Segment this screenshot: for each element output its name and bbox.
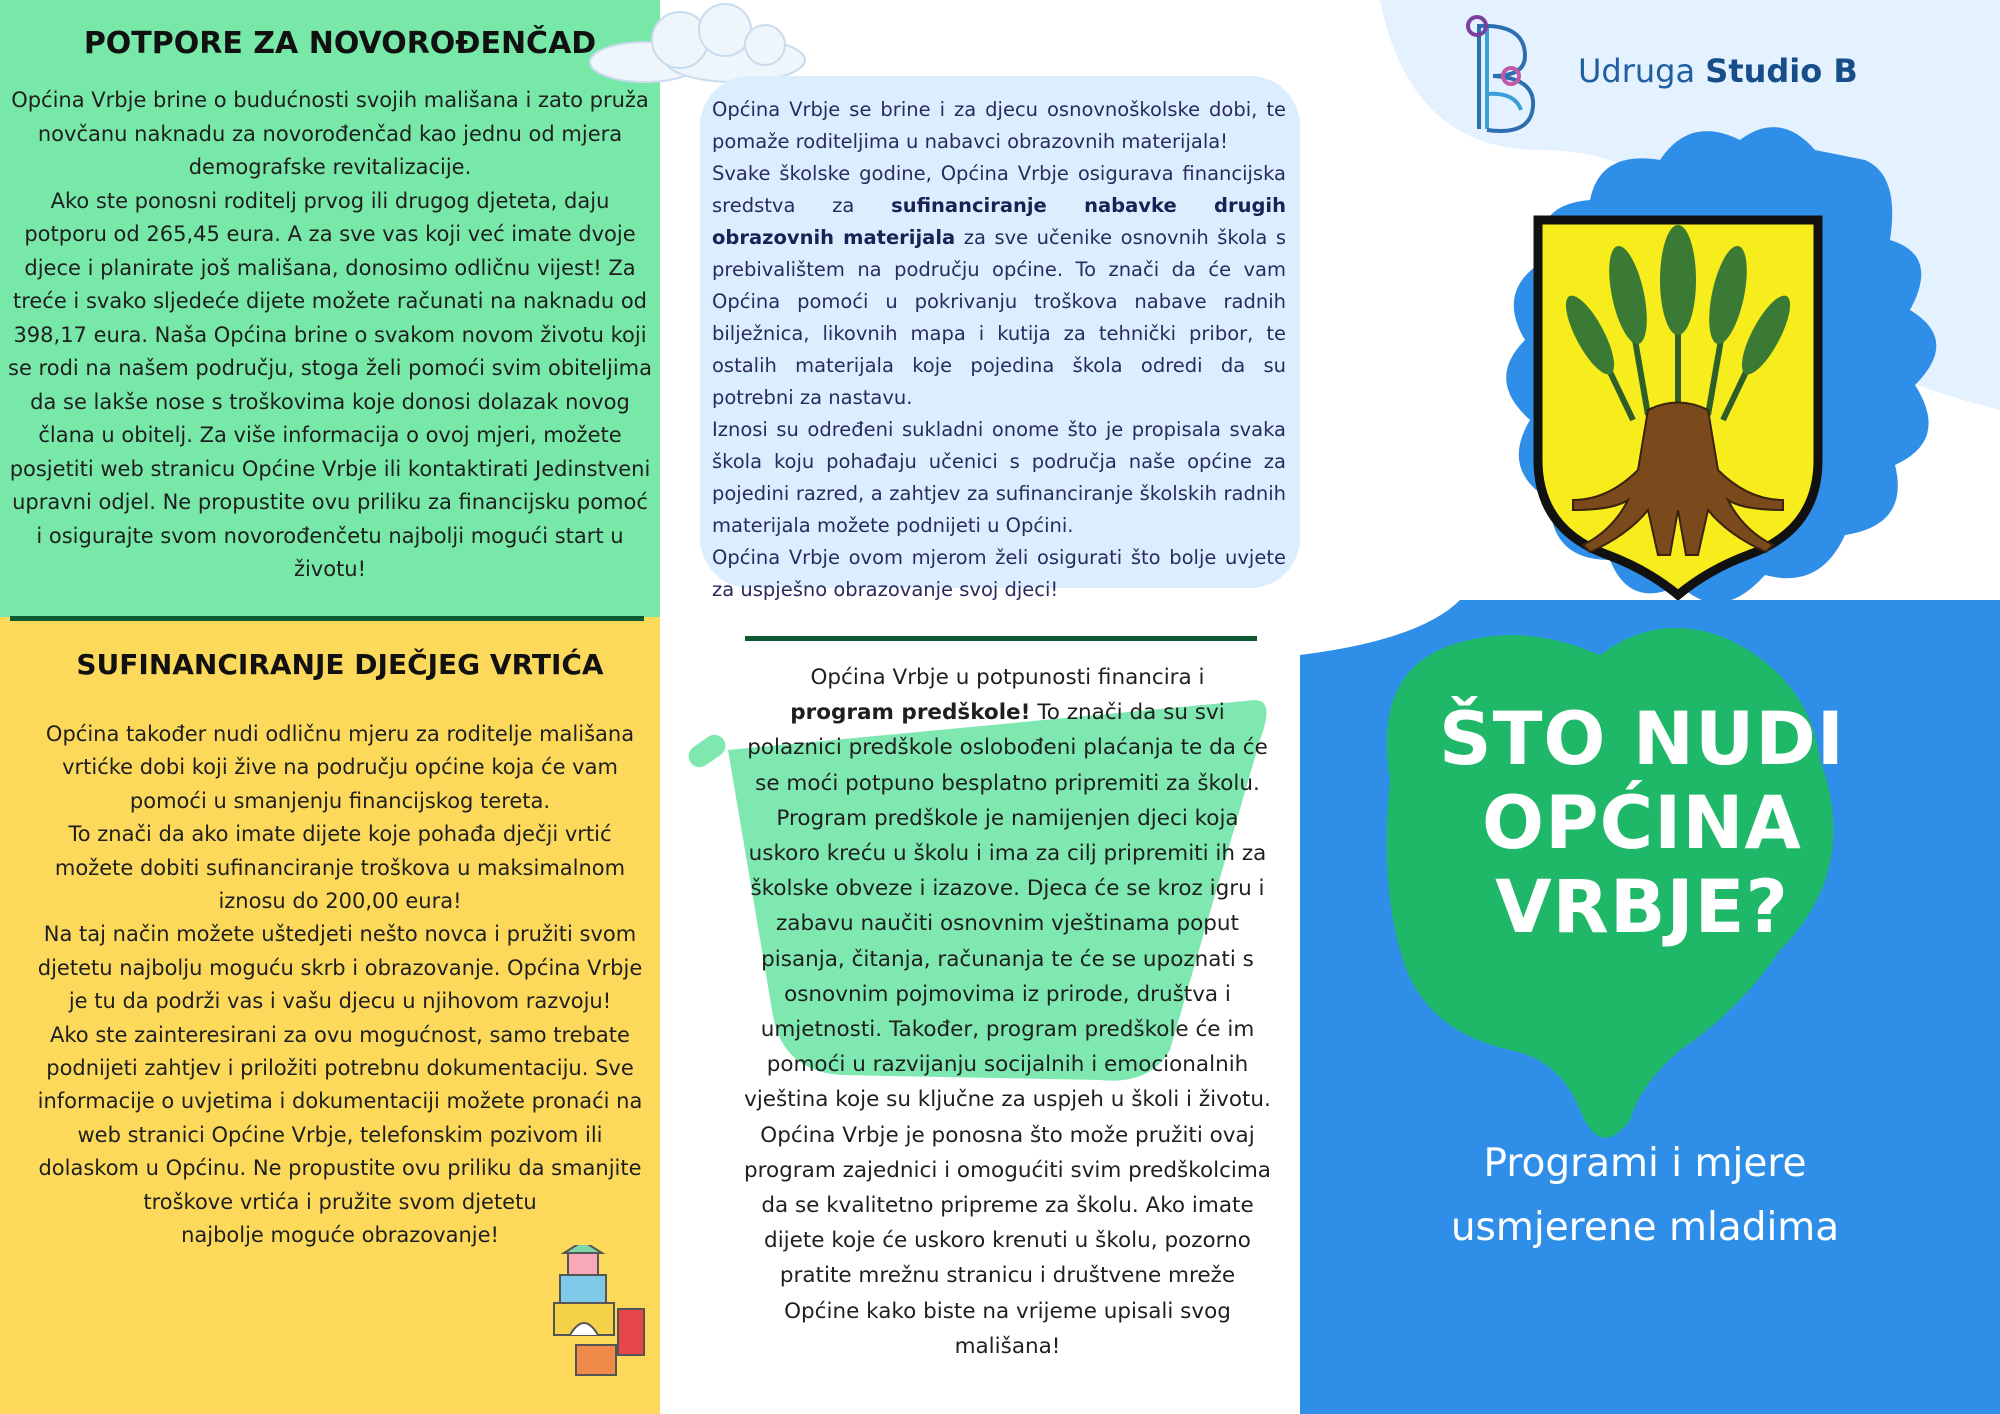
coat-of-arms-icon <box>1528 210 1828 600</box>
preschool-text: Općina Vrbje u potpunosti financira i program predškole! To znači da su svi polaznici predškole oslobođeni plaćanja te da će se moći potpuno besplatno pripremiti za školu. Program predškole je namijenjen djeci koja uskoro kreću u školu i ima za cilj pripremiti ih za školske obveze i izazove. Djeca će se kroz igru i zabavu naučiti osnovnim vještinama poput pisanja, čitanja, računanja te će se upoznati s osnovnim pojmovima iz prirode, društva i umjetnosti. Također, program predškole će im pomoći u razvijanju socijalnih i emocionalnih vještina koje su ključne za uspjeh u školi i životu. Općina Vrbje je ponosna što može pružiti ovaj program zajednici i omogućiti svim predškolcima da se kvalitetno pripreme za školu. Ako imate dijete koje će uskoro krenuti u školu, pozorno pratite mrežnu stranicu i društvene mreže Općine kako biste na vrijeme upisali svog mališana! <box>743 665 1271 1359</box>
school-materials-text <box>712 94 1286 606</box>
section-divider <box>745 636 1257 641</box>
kindergarten-title: SUFINANCIRANJE DJEČJEG VRTIĆA <box>76 648 604 681</box>
toy-blocks-icon <box>550 1245 650 1385</box>
school-paragraph-2: Svake školske godine, Općina Vrbje osigurava financijska sredstva za sufinanciranje nabavke drugih obrazovnih materijala za sve učenike osnovnih škola s prebivalištem na području općine. To znači da će vam Općina pomoći u pokrivanju troškova nabave radnih bilježnica, likovnih mapa i kutija za tehnički pribor, te ostalih materijala koje pojedina škola odredi da su potrebni za nastavu. <box>712 162 1286 409</box>
cover-title: ŠTO NUDI OPĆINA VRBJE? <box>1439 697 1845 950</box>
cover-subtitle: Programi i mjere usmjerene mladima <box>1450 1141 1840 1250</box>
newborn-title: POTPORE ZA NOVOROĐENČAD <box>83 26 597 61</box>
section-divider <box>10 616 644 621</box>
kindergarten-text: Općina također nudi odličnu mjeru za roditelje mališana vrtićke dobi koji žive na području općine koja će vam pomoći u smanjenju financijskog tereta. To znači da ako imate dijete koje pohađa dječji vrtić možete dobiti sufinanciranje troškova u maksimalnom iznosu do 200,00 eura! Na taj način možete uštedjeti nešto novca i pružiti svom djetetu najbolju moguću skrb i obrazovanje. Općina Vrbje je tu da podrži vas i vašu djecu u njihovom razvoju! Ako ste zainteresirani za ovu mogućnost, samo trebate podnijeti zahtjev i priložiti potrebnu dokumentaciju. Sve informacije o uvjetima i dokumentaciji možete pronaći na web stranici Općine Vrbje, telefonskim pozivom ili dolaskom u Općinu. Ne propustite ovu priliku da smanjite troškove vrtića i pružite svom djetetu najbolje moguće obrazovanje! <box>37 722 643 1248</box>
school-paragraph-3: Iznosi su određeni sukladni onome što je propisala svaka škola koju pohađaju učenici s područja naše općine za pojedini razred, a zahtjev za sufinanciranje školskih radnih materijala možete podnijeti u Općini. <box>712 418 1286 537</box>
school-paragraph-4: Općina Vrbje ovom mjerom želi osigurati što bolje uvjete za uspješno obrazovanje svoj djeci! <box>712 546 1286 601</box>
school-paragraph-1: Općina Vrbje se brine i za djecu osnovnoškolske dobi, te pomaže roditeljima u nabavci obrazovnih materijala! <box>712 98 1286 153</box>
newborn-text: Općina Vrbje brine o budućnosti svojih mališana i zato pruža novčanu naknadu za novorođenčad kao jednu od mjera demografske revitalizacije. Ako ste ponosni roditelj prvog ili drugog djeteta, daju potporu od 265,45 eura. A za sve vas koji već imate dvoje djece i planirate još mališana, donosimo odličnu vijest! Za treće i svako sljedeće dijete možete računati na naknadu od 398,17 eura. Naša Općina brine o svakom novom životu koji se rodi na našem području, stoga želi pomoći svim obiteljima da se lakše nose s troškovima koje donosi dolazak novog člana u obitelj. Za više informacija o ovoj mjeri, možete posjetiti web stranicu Općine Vrbje ili kontaktirati Jedinstveni upravni odjel. Ne propustite ovu priliku za financijsku pomoć i osigurajte svom novorođenčetu najbolji mogući start u životu! <box>8 88 652 581</box>
studio-b-name: Udruga Studio B <box>1578 52 1858 90</box>
studio-b-logo <box>1465 14 1545 140</box>
